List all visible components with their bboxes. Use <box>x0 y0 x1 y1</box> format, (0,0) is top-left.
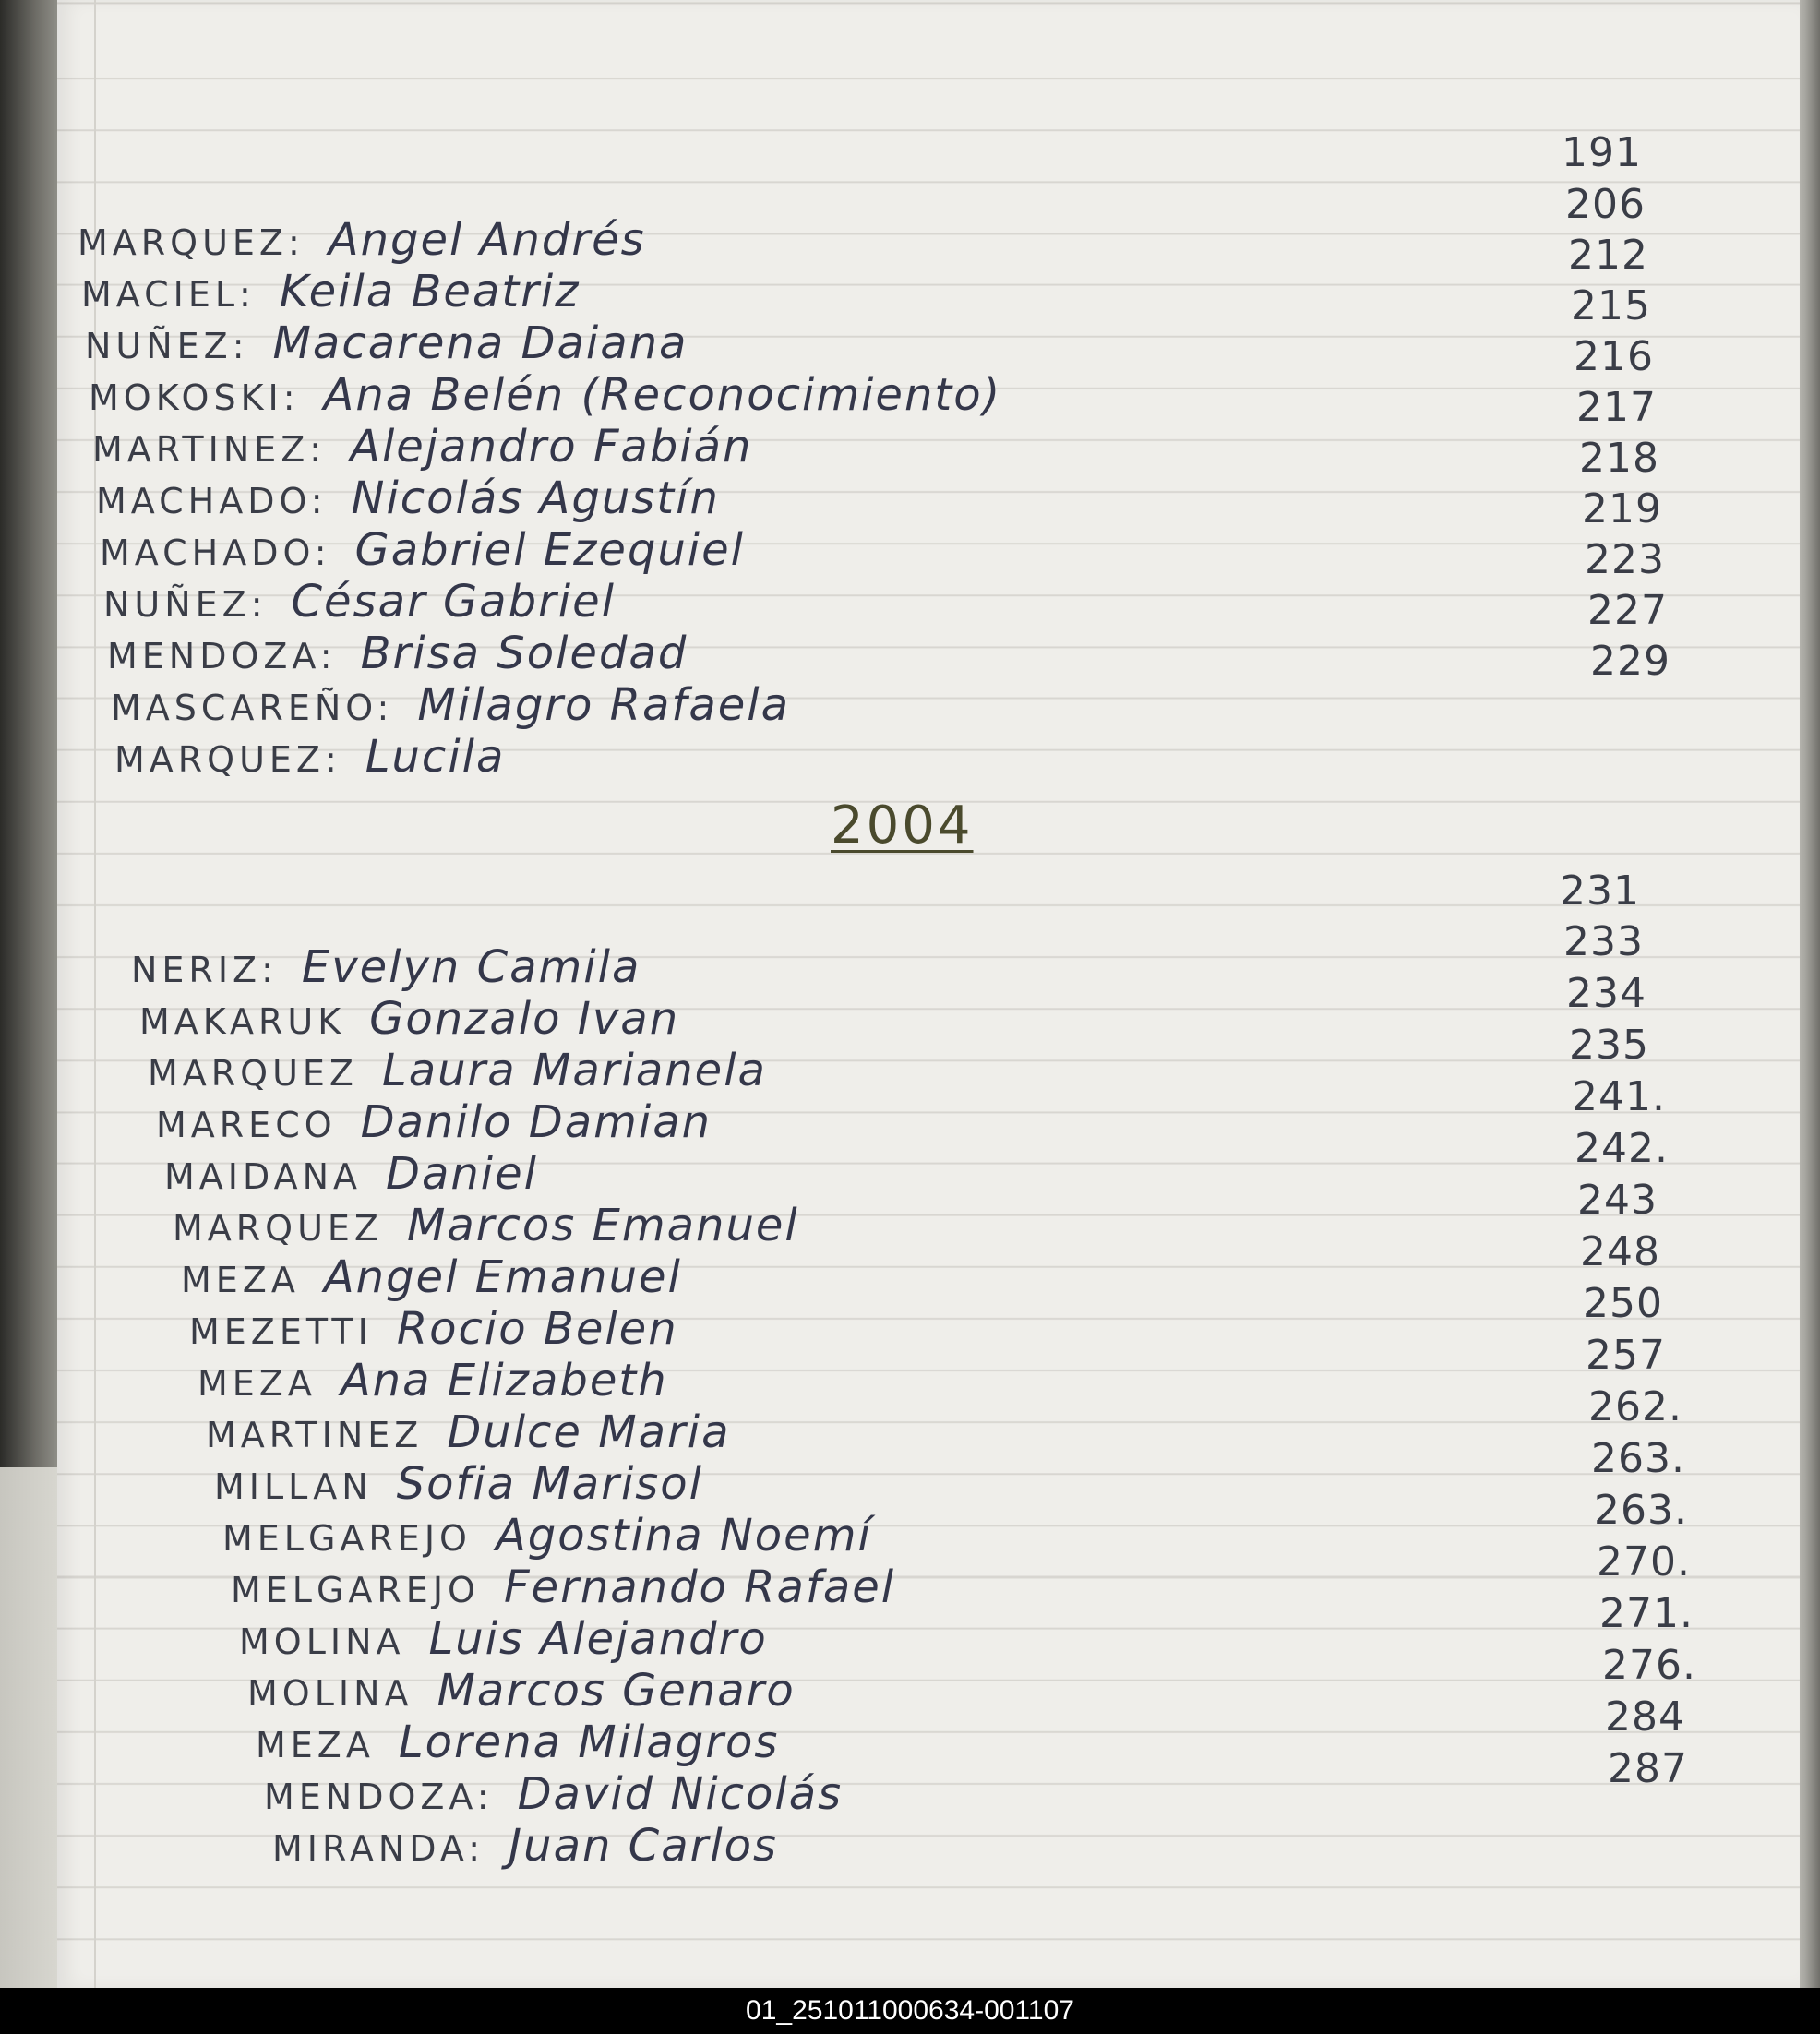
surname: MARQUEZ <box>173 1208 383 1249</box>
surname: MIRANDA: <box>272 1828 485 1869</box>
given-names: Sofia Marisol <box>396 1458 703 1510</box>
register-row <box>111 679 790 733</box>
given-names: Lucila <box>365 731 506 783</box>
register-row <box>222 1510 872 1563</box>
register-row <box>92 421 752 474</box>
entry-number: 235 <box>1569 1022 1649 1069</box>
register-row <box>214 1458 703 1512</box>
register-row <box>103 576 616 629</box>
register-row <box>81 266 580 319</box>
surname: MARQUEZ <box>148 1053 358 1094</box>
entry-number: 234 <box>1566 970 1646 1017</box>
entry-number: 263. <box>1594 1487 1688 1534</box>
given-names: Laura Marianela <box>381 1045 767 1096</box>
surname: MACHADO: <box>96 481 328 521</box>
entry-number: 242. <box>1575 1125 1669 1172</box>
given-names: Alejandro Fabián <box>350 421 753 473</box>
surname: MEZA <box>256 1725 375 1765</box>
surname: MACHADO: <box>100 532 331 573</box>
given-names: Gabriel Ezequiel <box>354 524 745 576</box>
given-names: Juan Carlos <box>509 1820 779 1872</box>
entry-number: 217 <box>1576 384 1657 431</box>
entry-number: 257 <box>1586 1332 1666 1379</box>
given-names: Danilo Damian <box>360 1096 712 1148</box>
register-row <box>272 1820 778 1873</box>
given-names: Daniel <box>386 1148 538 1200</box>
entry-number: 229 <box>1590 638 1670 685</box>
surname: MASCAREÑO: <box>111 688 394 728</box>
surname: MAIDANA <box>164 1156 362 1197</box>
surname: MARTINEZ <box>206 1415 424 1455</box>
register-row <box>247 1665 796 1718</box>
register-row <box>181 1251 682 1305</box>
register-row <box>131 941 641 995</box>
entry-number: 191 <box>1562 129 1642 176</box>
register-row <box>148 1045 767 1098</box>
surname: MACIEL: <box>81 274 256 315</box>
given-names: Angel Andrés <box>328 214 646 266</box>
surname: MELGAREJO <box>222 1518 472 1559</box>
surname: MEZETTI <box>189 1311 373 1352</box>
surname: MOKOSKI: <box>89 377 300 418</box>
image-id-footer: 01_251011000634-001107 <box>0 1988 1820 2034</box>
surname: MEZA <box>181 1260 300 1300</box>
register-row <box>89 369 1001 423</box>
given-names: Brisa Soledad <box>360 628 688 679</box>
entry-number: 241. <box>1572 1073 1666 1120</box>
register-row <box>164 1148 538 1202</box>
entry-number: 248 <box>1580 1228 1660 1275</box>
given-names: Dulce Maria <box>447 1406 731 1458</box>
entry-number: 206 <box>1565 181 1646 228</box>
given-names: Fernando Rafael <box>503 1561 896 1613</box>
register-row <box>231 1561 895 1615</box>
entry-number: 231 <box>1560 867 1640 915</box>
register-row <box>173 1200 799 1253</box>
register-row <box>96 473 720 526</box>
given-names: Angel Emanuel <box>323 1251 682 1303</box>
given-names: Milagro Rafaela <box>417 679 791 731</box>
given-names: Gonzalo Ivan <box>369 993 680 1045</box>
register-row <box>239 1613 768 1667</box>
given-names: Lorena Milagros <box>398 1717 780 1768</box>
surname: NUÑEZ: <box>103 584 268 625</box>
surname: NUÑEZ: <box>85 326 249 366</box>
register-row <box>107 628 688 681</box>
register-row <box>78 214 646 268</box>
entry-number: 223 <box>1585 536 1665 583</box>
register-row <box>256 1717 779 1770</box>
entry-number: 212 <box>1568 232 1648 279</box>
register-row <box>264 1768 843 1822</box>
entry-number: 263. <box>1591 1435 1685 1482</box>
surname: MILLAN <box>214 1466 373 1507</box>
entry-number: 276. <box>1602 1642 1696 1689</box>
given-names: Evelyn Camila <box>301 941 641 993</box>
entry-number: 270. <box>1597 1538 1691 1585</box>
register-entries <box>57 0 1800 1988</box>
surname: MENDOZA: <box>264 1777 494 1817</box>
entry-number: 216 <box>1574 333 1654 380</box>
given-names: Ana Belén (Reconocimiento) <box>323 369 1002 421</box>
register-row <box>85 317 688 371</box>
entry-number: 271. <box>1599 1590 1694 1637</box>
surname: MENDOZA: <box>107 636 337 676</box>
notebook-page <box>57 0 1800 1988</box>
given-names: César Gabriel <box>291 576 616 628</box>
given-names: Rocio Belen <box>396 1303 678 1355</box>
given-names: Luis Alejandro <box>428 1613 768 1665</box>
given-names: Macarena Daiana <box>272 317 688 369</box>
given-names: Nicolás Agustín <box>351 473 720 524</box>
given-names: Marcos Genaro <box>437 1665 796 1717</box>
entry-number: 243 <box>1577 1177 1658 1224</box>
register-row <box>100 524 745 578</box>
entry-number: 284 <box>1605 1693 1685 1741</box>
surname: MELGAREJO <box>231 1570 480 1610</box>
entry-number: 227 <box>1587 587 1668 634</box>
surname: MARTINEZ: <box>92 429 327 470</box>
given-names: Marcos Emanuel <box>406 1200 799 1251</box>
entry-number: 262. <box>1588 1383 1682 1430</box>
entry-number: 287 <box>1608 1745 1688 1792</box>
register-row <box>206 1406 731 1460</box>
surname: MARQUEZ: <box>114 739 341 780</box>
surname: MARQUEZ: <box>78 222 305 263</box>
register-row <box>198 1355 668 1408</box>
given-names: David Nicolás <box>517 1768 844 1820</box>
surname: MOLINA <box>239 1621 405 1662</box>
entry-number: 250 <box>1583 1280 1663 1327</box>
surname: MEZA <box>198 1363 317 1404</box>
given-names: Keila Beatriz <box>279 266 581 317</box>
register-row <box>114 731 505 784</box>
surname: MAKARUK <box>139 1001 346 1042</box>
register-row <box>139 993 679 1047</box>
surname: MOLINA <box>247 1673 413 1714</box>
year-heading: 2004 <box>831 796 974 855</box>
surname: NERIZ: <box>131 950 278 990</box>
entry-number: 233 <box>1563 918 1644 965</box>
given-names: Ana Elizabeth <box>340 1355 668 1406</box>
given-names: Agostina Noemí <box>495 1510 872 1561</box>
register-row <box>189 1303 678 1357</box>
entry-number: 219 <box>1582 485 1662 532</box>
register-row <box>156 1096 712 1150</box>
entry-number: 218 <box>1579 435 1659 482</box>
entry-number: 215 <box>1571 282 1651 329</box>
surname: MARECO <box>156 1105 337 1145</box>
